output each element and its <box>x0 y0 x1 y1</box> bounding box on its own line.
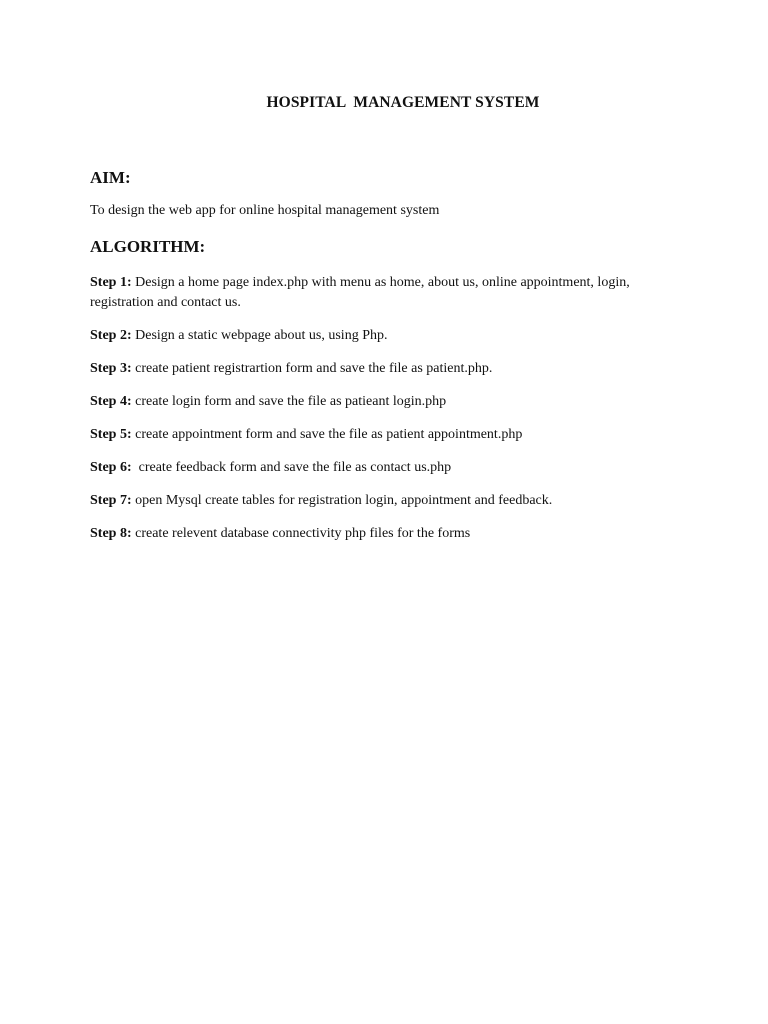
algorithm-step-5 <box>90 425 690 445</box>
step-label: Step 5: <box>90 427 132 442</box>
step-text: create patient registrartion form and save the file as patient.php. <box>131 361 493 376</box>
step-label: Step 1: <box>90 275 132 290</box>
step-text: create relevent database connectivity php files for the forms <box>131 526 471 541</box>
step-text: open Mysql create tables for registration login, appointment and feedback. <box>131 493 553 508</box>
step-label: Step 6: <box>90 460 132 475</box>
algorithm-step-2 <box>90 326 690 346</box>
document-title: HOSPITAL MANAGEMENT SYSTEM <box>266 94 540 111</box>
algorithm-step-8 <box>90 524 690 544</box>
algorithm-heading: ALGORITHM: <box>90 237 206 256</box>
aim-heading: AIM: <box>90 168 131 187</box>
aim-text: To design the web app for online hospital management system <box>90 203 440 218</box>
algorithm-steps <box>90 273 690 557</box>
step-text: create feedback form and save the file as contact us.php <box>131 460 452 475</box>
algorithm-step-6 <box>90 458 690 478</box>
step-text: create appointment form and save the file as patient appointment.php <box>131 427 523 442</box>
step-label: Step 3: <box>90 361 132 376</box>
algorithm-step-4 <box>90 392 690 412</box>
algorithm-step-1 <box>90 273 690 313</box>
algorithm-step-3 <box>90 359 690 379</box>
step-text: create login form and save the file as patieant login.php <box>131 394 447 409</box>
step-label: Step 8: <box>90 526 132 541</box>
algorithm-step-7 <box>90 491 690 511</box>
step-text: Design a static webpage about us, using Php. <box>131 328 388 343</box>
step-text: Design a home page index.php with menu as home, about us, online appointment, login, registration and contact us. <box>90 275 634 310</box>
step-label: Step 4: <box>90 394 132 409</box>
step-label: Step 2: <box>90 328 132 343</box>
step-label: Step 7: <box>90 493 132 508</box>
